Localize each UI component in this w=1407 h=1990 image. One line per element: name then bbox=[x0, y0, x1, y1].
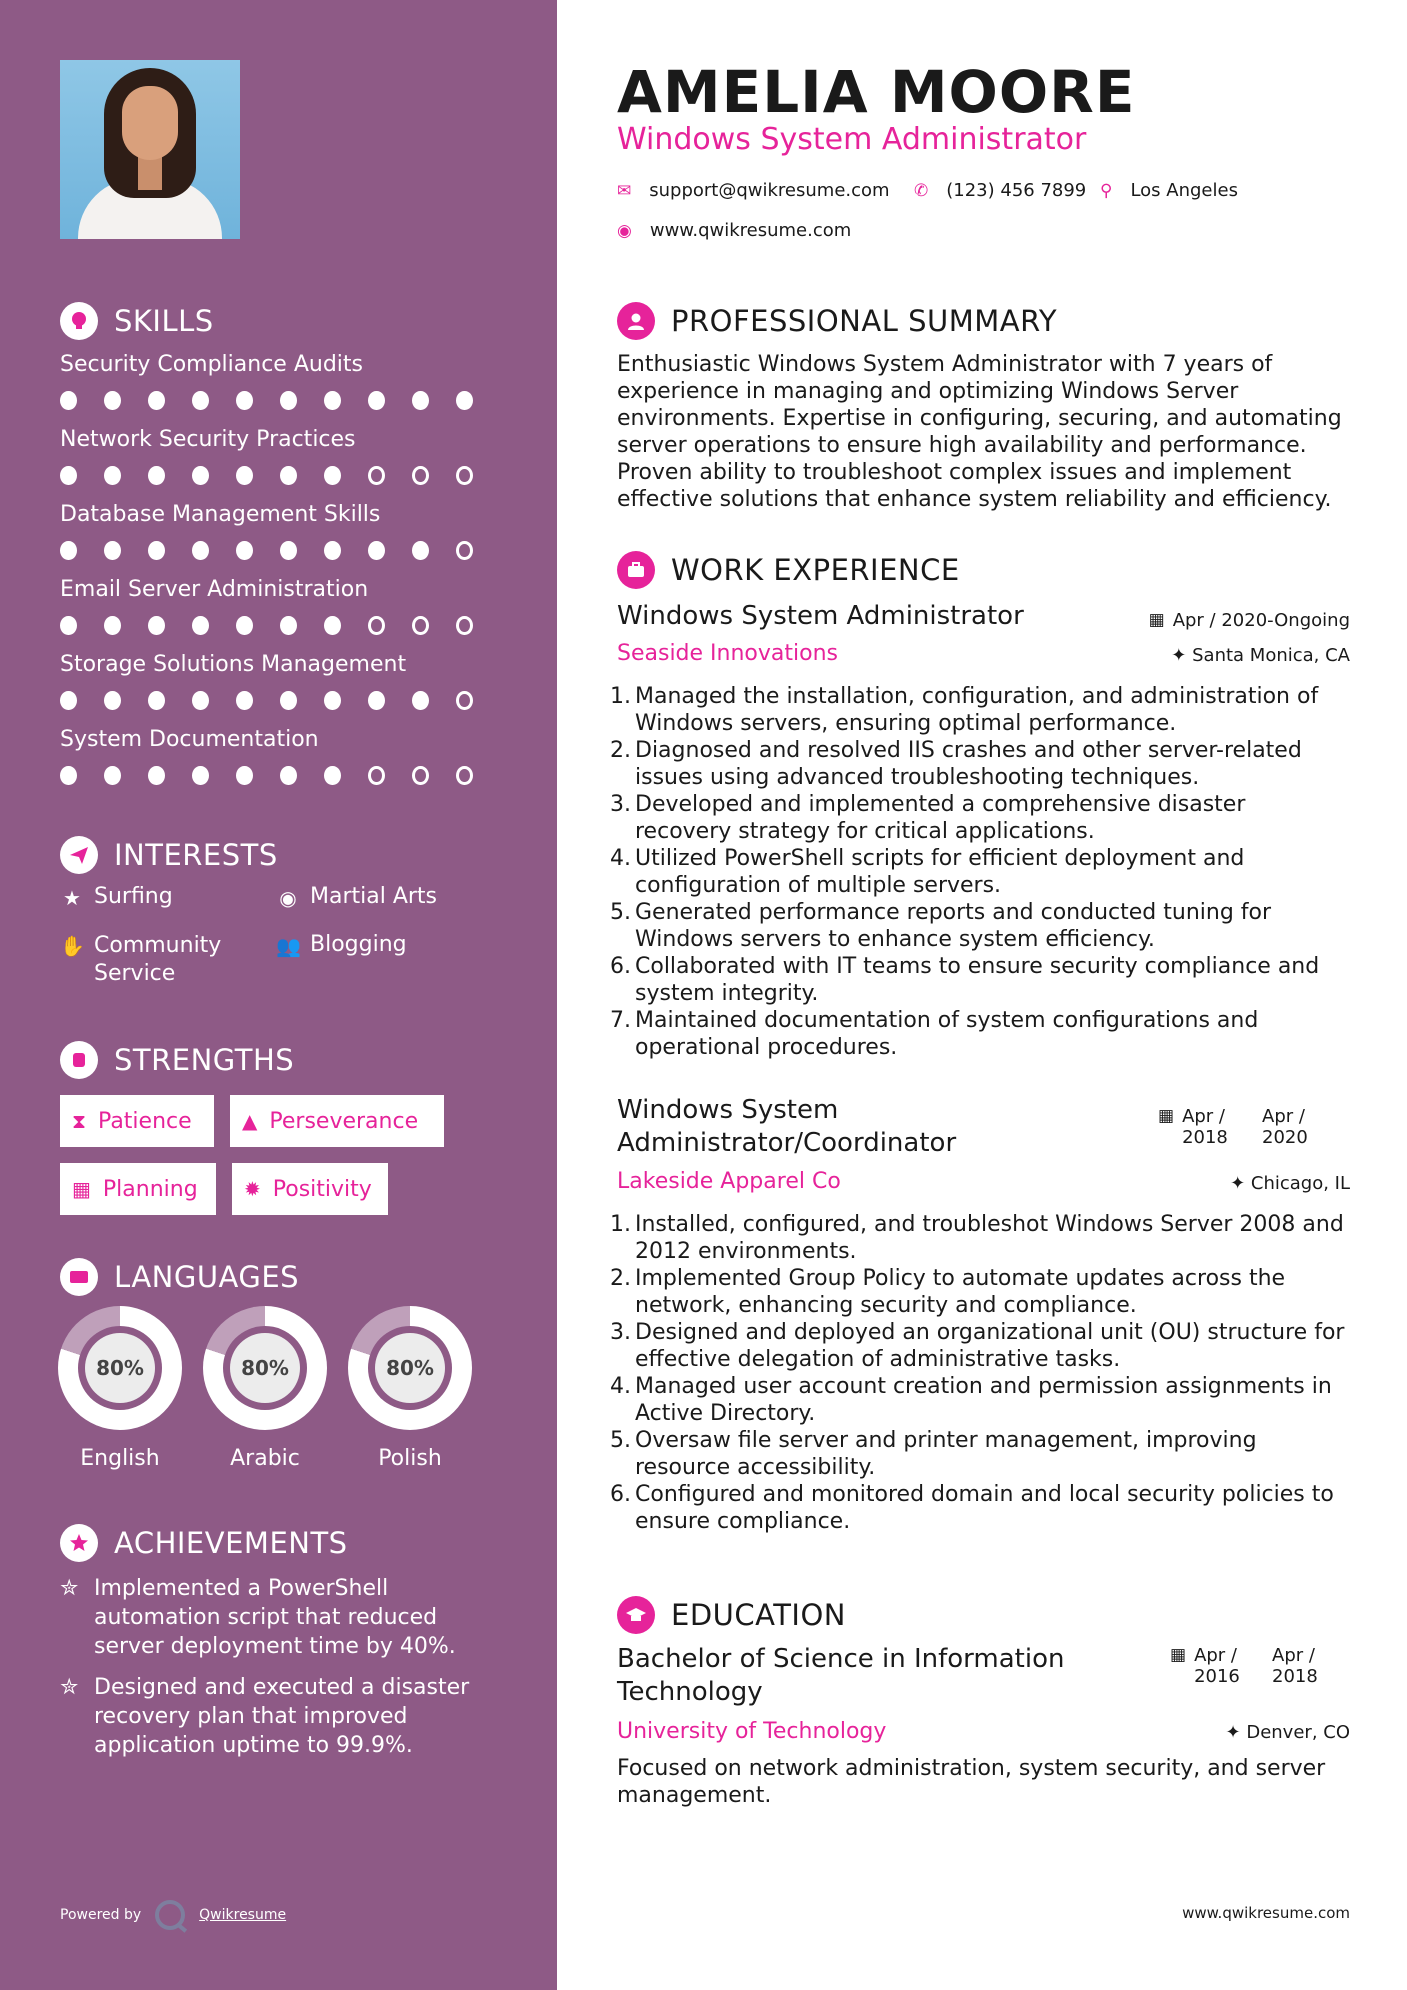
skill-name: Email Server Administration bbox=[60, 577, 369, 602]
footer-website[interactable]: www.qwikresume.com bbox=[1182, 1904, 1350, 1922]
skill-dot-filled bbox=[148, 766, 165, 785]
contact-phone: ✆ (123) 456 7899 bbox=[914, 180, 1087, 201]
fist-icon bbox=[60, 1041, 98, 1079]
calendar-icon: ▦ bbox=[72, 1177, 91, 1201]
skill-item bbox=[60, 502, 500, 560]
language-ring: 80% bbox=[348, 1306, 472, 1430]
job-location: ✦ Santa Monica, CA bbox=[1171, 645, 1350, 666]
skill-name: Database Management Skills bbox=[60, 502, 381, 527]
skill-dot-filled bbox=[280, 466, 297, 485]
languages-heading: LANGUAGES bbox=[60, 1258, 299, 1296]
skill-dot-filled bbox=[148, 691, 165, 710]
interest-item: ★ Surfing bbox=[60, 884, 173, 912]
job-bullet-item: 2. Implemented Group Policy to automate updates across the network, enhancing security and compliance. bbox=[610, 1266, 1286, 1318]
skill-dot-filled bbox=[236, 541, 253, 560]
job-bullet-item: 2. Diagnosed and resolved IIS crashes and other server-related issues using advanced troubleshooting techniques. bbox=[610, 738, 1302, 790]
strength-chip: ⧗ Patience bbox=[60, 1095, 214, 1147]
skill-dot-filled bbox=[104, 766, 121, 785]
skill-dot-filled bbox=[324, 466, 341, 485]
language-item: 80% Polish bbox=[348, 1306, 472, 1471]
job-start-date: ▦ Apr / 2018 bbox=[1158, 1106, 1228, 1148]
achievement-item: ✮ Designed and executed a disaster recovery plan that improved application uptime to 99.9%. bbox=[60, 1675, 470, 1758]
job-bullet-item: 6. Configured and monitored domain and local security policies to ensure compliance. bbox=[610, 1482, 1334, 1534]
education-end-date: Apr / 2018 bbox=[1272, 1645, 1318, 1687]
skill-dot-empty bbox=[412, 616, 429, 635]
skill-dot-filled bbox=[324, 766, 341, 785]
degree-title: Bachelor of Science in Information Technology bbox=[617, 1644, 1065, 1707]
skill-dot-filled bbox=[104, 541, 121, 560]
skill-dot-filled bbox=[412, 691, 429, 710]
user-icon bbox=[617, 302, 655, 340]
sidebar bbox=[0, 0, 557, 1990]
skill-item bbox=[60, 352, 500, 410]
summary-heading: PROFESSIONAL SUMMARY bbox=[617, 302, 1057, 340]
skill-dot-filled bbox=[280, 391, 297, 410]
skill-dot-filled bbox=[324, 391, 341, 410]
envelope-icon: ✉ bbox=[617, 180, 632, 201]
skill-dot-filled bbox=[60, 766, 77, 785]
job-bullet-item: 1. Installed, configured, and troubleshot Windows Server 2008 and 2012 environments. bbox=[610, 1212, 1344, 1264]
skill-dot-filled bbox=[104, 616, 121, 635]
achievements-heading: ACHIEVEMENTS bbox=[60, 1524, 348, 1562]
skill-dot-filled bbox=[324, 541, 341, 560]
skill-dot-filled bbox=[192, 616, 209, 635]
candidate-role: Windows System Administrator bbox=[617, 122, 1087, 157]
job-bullet-item: 3. Designed and deployed an organizational unit (OU) structure for effective delegation of administrative tasks. bbox=[610, 1320, 1345, 1372]
job-bullet-item: 5. Generated performance reports and conducted tuning for Windows servers to enhance system efficiency. bbox=[610, 900, 1272, 952]
skill-item bbox=[60, 577, 500, 635]
job-dates: ▦ Apr / 2020-Ongoing bbox=[1148, 610, 1350, 631]
skill-dot-filled bbox=[148, 466, 165, 485]
skill-dot-empty bbox=[368, 466, 385, 485]
skill-item bbox=[60, 652, 500, 710]
hourglass-icon: ⧗ bbox=[72, 1109, 87, 1133]
star-icon: ✮ bbox=[60, 1675, 79, 1700]
skill-item bbox=[60, 427, 500, 485]
strength-chip: ✹ Positivity bbox=[232, 1163, 388, 1215]
skill-rating bbox=[60, 466, 500, 485]
strength-chip: ▲ Perseverance bbox=[230, 1095, 444, 1147]
skill-dot-empty bbox=[412, 766, 429, 785]
skill-rating bbox=[60, 691, 500, 710]
skill-name: Security Compliance Audits bbox=[60, 352, 363, 377]
road-icon: ▲ bbox=[242, 1109, 258, 1133]
skill-dot-filled bbox=[368, 541, 385, 560]
calendar-icon: ▦ bbox=[1158, 1106, 1175, 1126]
map-pin-icon: ⚲ bbox=[1100, 180, 1113, 201]
strength-chip: ▦ Planning bbox=[60, 1163, 216, 1215]
skill-dot-filled bbox=[192, 541, 209, 560]
skill-dot-filled bbox=[280, 616, 297, 635]
skill-dot-filled bbox=[104, 691, 121, 710]
job-bullet-item: 5. Oversaw file server and printer management, improving resource accessibility. bbox=[610, 1428, 1257, 1480]
skill-dot-filled bbox=[104, 391, 121, 410]
hand-icon: ✋ bbox=[60, 934, 85, 958]
language-icon bbox=[60, 1258, 98, 1296]
job-bullet-item: 3. Developed and implemented a comprehensive disaster recovery strategy for critical applications. bbox=[610, 792, 1246, 844]
interest-item: ◉ Martial Arts bbox=[276, 884, 437, 912]
graduation-cap-icon bbox=[617, 1596, 655, 1634]
skill-dot-empty bbox=[456, 766, 473, 785]
calendar-icon: ▦ bbox=[1148, 610, 1165, 630]
skill-dot-filled bbox=[148, 541, 165, 560]
skill-dot-filled bbox=[236, 616, 253, 635]
job-end-date: Apr / 2020 bbox=[1262, 1106, 1308, 1148]
globe-icon: ◉ bbox=[279, 886, 297, 910]
phone-icon: ✆ bbox=[914, 180, 929, 201]
job-bullet-item: 1. Managed the installation, configuration, and administration of Windows servers, ensuring optimal performance. bbox=[610, 684, 1319, 736]
skill-dot-filled bbox=[412, 391, 429, 410]
language-item: 80% English bbox=[58, 1306, 182, 1471]
experience-heading: WORK EXPERIENCE bbox=[617, 551, 960, 589]
skill-dot-empty bbox=[368, 616, 385, 635]
skill-dot-filled bbox=[368, 691, 385, 710]
skill-name: Storage Solutions Management bbox=[60, 652, 407, 677]
job-title: Windows System Administrator/Coordinator bbox=[617, 1095, 957, 1158]
skills-heading: SKILLS bbox=[60, 302, 214, 340]
briefcase-icon bbox=[617, 551, 655, 589]
pin-icon: ✦ bbox=[1171, 645, 1193, 666]
skill-name: Network Security Practices bbox=[60, 427, 356, 452]
interest-item: ✋ Community Service bbox=[60, 933, 222, 986]
skill-dot-filled bbox=[324, 691, 341, 710]
skill-rating bbox=[60, 541, 500, 560]
skill-dot-empty bbox=[412, 466, 429, 485]
skill-rating bbox=[60, 616, 500, 635]
education-location: ✦ Denver, CO bbox=[1225, 1722, 1350, 1743]
skill-dot-filled bbox=[60, 541, 77, 560]
skill-dot-filled bbox=[148, 391, 165, 410]
achievement-item: ✮ Implemented a PowerShell automation script that reduced server deployment time by 40%. bbox=[60, 1576, 456, 1659]
education-heading: EDUCATION bbox=[617, 1596, 846, 1634]
globe-icon: ◉ bbox=[617, 220, 632, 241]
education-description: Focused on network administration, system security, and server management. bbox=[617, 1756, 1326, 1808]
school-name: University of Technology bbox=[617, 1719, 887, 1744]
contact-location: ⚲ Los Angeles bbox=[1100, 180, 1238, 201]
skill-rating bbox=[60, 391, 500, 410]
interests-heading: INTERESTS bbox=[60, 836, 278, 874]
job-bullet-item: 6. Collaborated with IT teams to ensure security compliance and system integrity. bbox=[610, 954, 1320, 1006]
calendar-icon: ▦ bbox=[1170, 1645, 1187, 1665]
skill-dot-empty bbox=[456, 691, 473, 710]
skill-dot-filled bbox=[324, 616, 341, 635]
job-bullet-item: 7. Maintained documentation of system configurations and operational procedures. bbox=[610, 1008, 1259, 1060]
profile-photo bbox=[60, 60, 240, 239]
qwikresume-link[interactable]: Qwikresume bbox=[199, 1907, 287, 1923]
skill-dot-filled bbox=[60, 391, 77, 410]
interest-item: 👥 Blogging bbox=[276, 932, 407, 958]
language-ring: 80% bbox=[203, 1306, 327, 1430]
skill-dot-filled bbox=[192, 391, 209, 410]
skill-dot-empty bbox=[456, 541, 473, 560]
pin-icon: ✦ bbox=[1230, 1173, 1251, 1194]
star-icon: ★ bbox=[63, 886, 81, 910]
skill-dot-filled bbox=[192, 766, 209, 785]
skill-dot-filled bbox=[104, 466, 121, 485]
qwikresume-logo-icon bbox=[155, 1900, 185, 1930]
skill-dot-filled bbox=[456, 391, 473, 410]
skill-dot-filled bbox=[192, 691, 209, 710]
job-bullet-item: 4. Managed user account creation and permission assignments in Active Directory. bbox=[610, 1374, 1332, 1426]
pin-icon: ✦ bbox=[1225, 1722, 1247, 1743]
skill-item bbox=[60, 727, 500, 785]
skill-dot-filled bbox=[148, 616, 165, 635]
skill-rating bbox=[60, 766, 500, 785]
skill-dot-filled bbox=[280, 691, 297, 710]
users-icon: 👥 bbox=[276, 934, 301, 958]
skill-dot-filled bbox=[192, 466, 209, 485]
star-icon: ✮ bbox=[60, 1576, 79, 1601]
education-start-date: ▦ Apr / 2016 bbox=[1170, 1645, 1240, 1687]
star-badge-icon bbox=[60, 1524, 98, 1562]
strengths-heading: STRENGTHS bbox=[60, 1041, 294, 1079]
skill-dot-filled bbox=[368, 391, 385, 410]
paper-plane-icon bbox=[60, 836, 98, 874]
job-company: Seaside Innovations bbox=[617, 641, 838, 666]
skill-dot-empty bbox=[456, 616, 473, 635]
skill-dot-filled bbox=[280, 766, 297, 785]
skill-dot-empty bbox=[368, 766, 385, 785]
skill-name: System Documentation bbox=[60, 727, 319, 752]
contact-email[interactable]: ✉ support@qwikresume.com bbox=[617, 180, 890, 201]
job-bullet-item: 4. Utilized PowerShell scripts for efficient deployment and configuration of multiple servers. bbox=[610, 846, 1245, 898]
job-bullets bbox=[608, 683, 1348, 1061]
language-ring: 80% bbox=[58, 1306, 182, 1430]
language-item: 80% Arabic bbox=[203, 1306, 327, 1471]
powered-by: Powered by Qwikresume bbox=[60, 1900, 286, 1930]
skill-dot-empty bbox=[456, 466, 473, 485]
summary-text: Enthusiastic Windows System Administrator with 7 years of experience in managing and optimizing Windows Server environments. Expertise in configuring, securing, and automating server operations to ensure high availability and performance. Proven ability to troubleshoot complex issues and implement effective solutions that enhance system reliability and efficiency. bbox=[617, 352, 1342, 512]
skill-dot-filled bbox=[236, 391, 253, 410]
job-company: Lakeside Apparel Co bbox=[617, 1169, 841, 1194]
lightbulb-icon bbox=[60, 302, 98, 340]
skill-dot-filled bbox=[236, 466, 253, 485]
sun-icon: ✹ bbox=[244, 1177, 261, 1201]
skill-dot-filled bbox=[280, 541, 297, 560]
contact-website[interactable]: ◉ www.qwikresume.com bbox=[617, 220, 852, 241]
job-title: Windows System Administrator bbox=[617, 601, 1024, 631]
job-bullets bbox=[608, 1211, 1348, 1535]
skill-dot-filled bbox=[60, 466, 77, 485]
job-location: ✦ Chicago, IL bbox=[1230, 1173, 1350, 1194]
skill-dot-filled bbox=[236, 766, 253, 785]
skill-dot-filled bbox=[412, 541, 429, 560]
candidate-name: AMELIA MOORE bbox=[617, 58, 1136, 126]
skill-dot-filled bbox=[60, 616, 77, 635]
skill-dot-filled bbox=[236, 691, 253, 710]
skill-dot-filled bbox=[60, 691, 77, 710]
